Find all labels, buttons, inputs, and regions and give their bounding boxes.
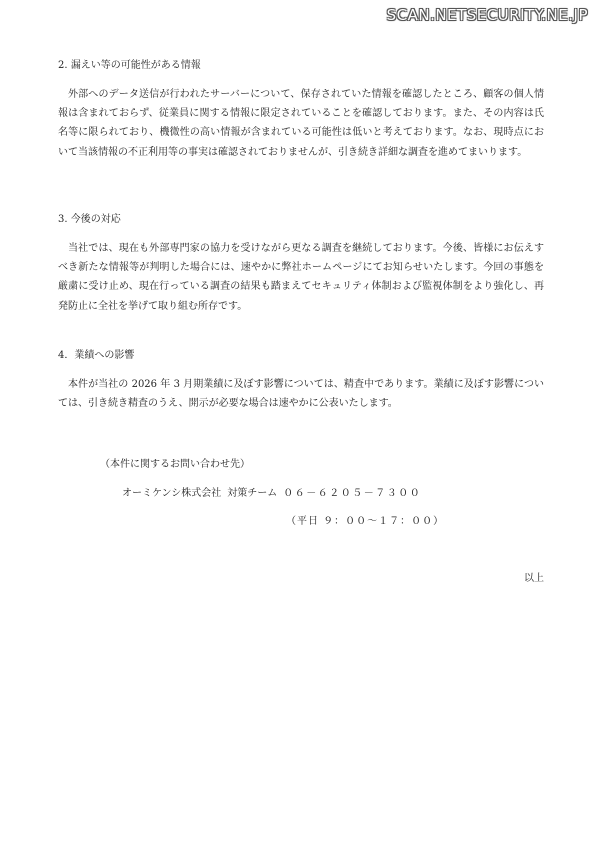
site-watermark: SCAN.NETSECURITY.NE.JP xyxy=(386,6,588,24)
section-heading: 3. 今後の対応 xyxy=(58,214,121,225)
contact-hours: （平日 ９：００～１７：００） xyxy=(286,516,445,527)
contact-heading: （本件に関するお問い合わせ先） xyxy=(100,459,250,470)
contact-team: 対策チーム xyxy=(227,488,278,499)
section-future-response xyxy=(58,212,544,316)
contact-line xyxy=(122,486,421,502)
section-heading: 2. 漏えい等の可能性がある情報 xyxy=(58,60,201,71)
closing-mark: 以上 xyxy=(524,573,544,584)
contact-company: オーミケンシ株式会社 xyxy=(122,488,222,499)
section-business-impact xyxy=(58,348,544,413)
section-heading: 4．業績への影響 xyxy=(58,350,135,361)
section-body: 外部へのデータ送信が行われたサーバーについて、保存されていた情報を確認したところ、顧客の個人情報は含まれておらず、従業員に関する情報に限定されていることを確認しております。また、その内容は氏名等に限られており、機微性の高い情報が含まれている可能性は低いと考えております。なお、現時点において当該情報の不正利用等の事実は確認されておりませんが、引き続き詳細な調査を進めてまいります。 xyxy=(58,89,544,158)
contact-phone: ０６－６２０５－７３００ xyxy=(283,488,422,499)
section-body: 当社では、現在も外部専門家の協力を受けながら更なる調査を継続しております。今後、皆様にお伝えすべき新たな情報等が判明した場合には、速やかに弊社ホームページにてお知らせいたします。今回の事態を厳粛に受け止め、現在行っている調査の結果も踏まえてセキュリティ体制および監視体制をより強化し、再発防止に全社を挙げて取り組む所存です。 xyxy=(58,243,544,312)
section-body: 本件が当社の 2026 年 3 月期業績に及ぼす影響については、精査中であります。業績に及ぼす影響については、引き続き精査のうえ、開示が必要な場合は速やかに公表いたします。 xyxy=(58,379,544,410)
section-leak-info xyxy=(58,58,544,162)
